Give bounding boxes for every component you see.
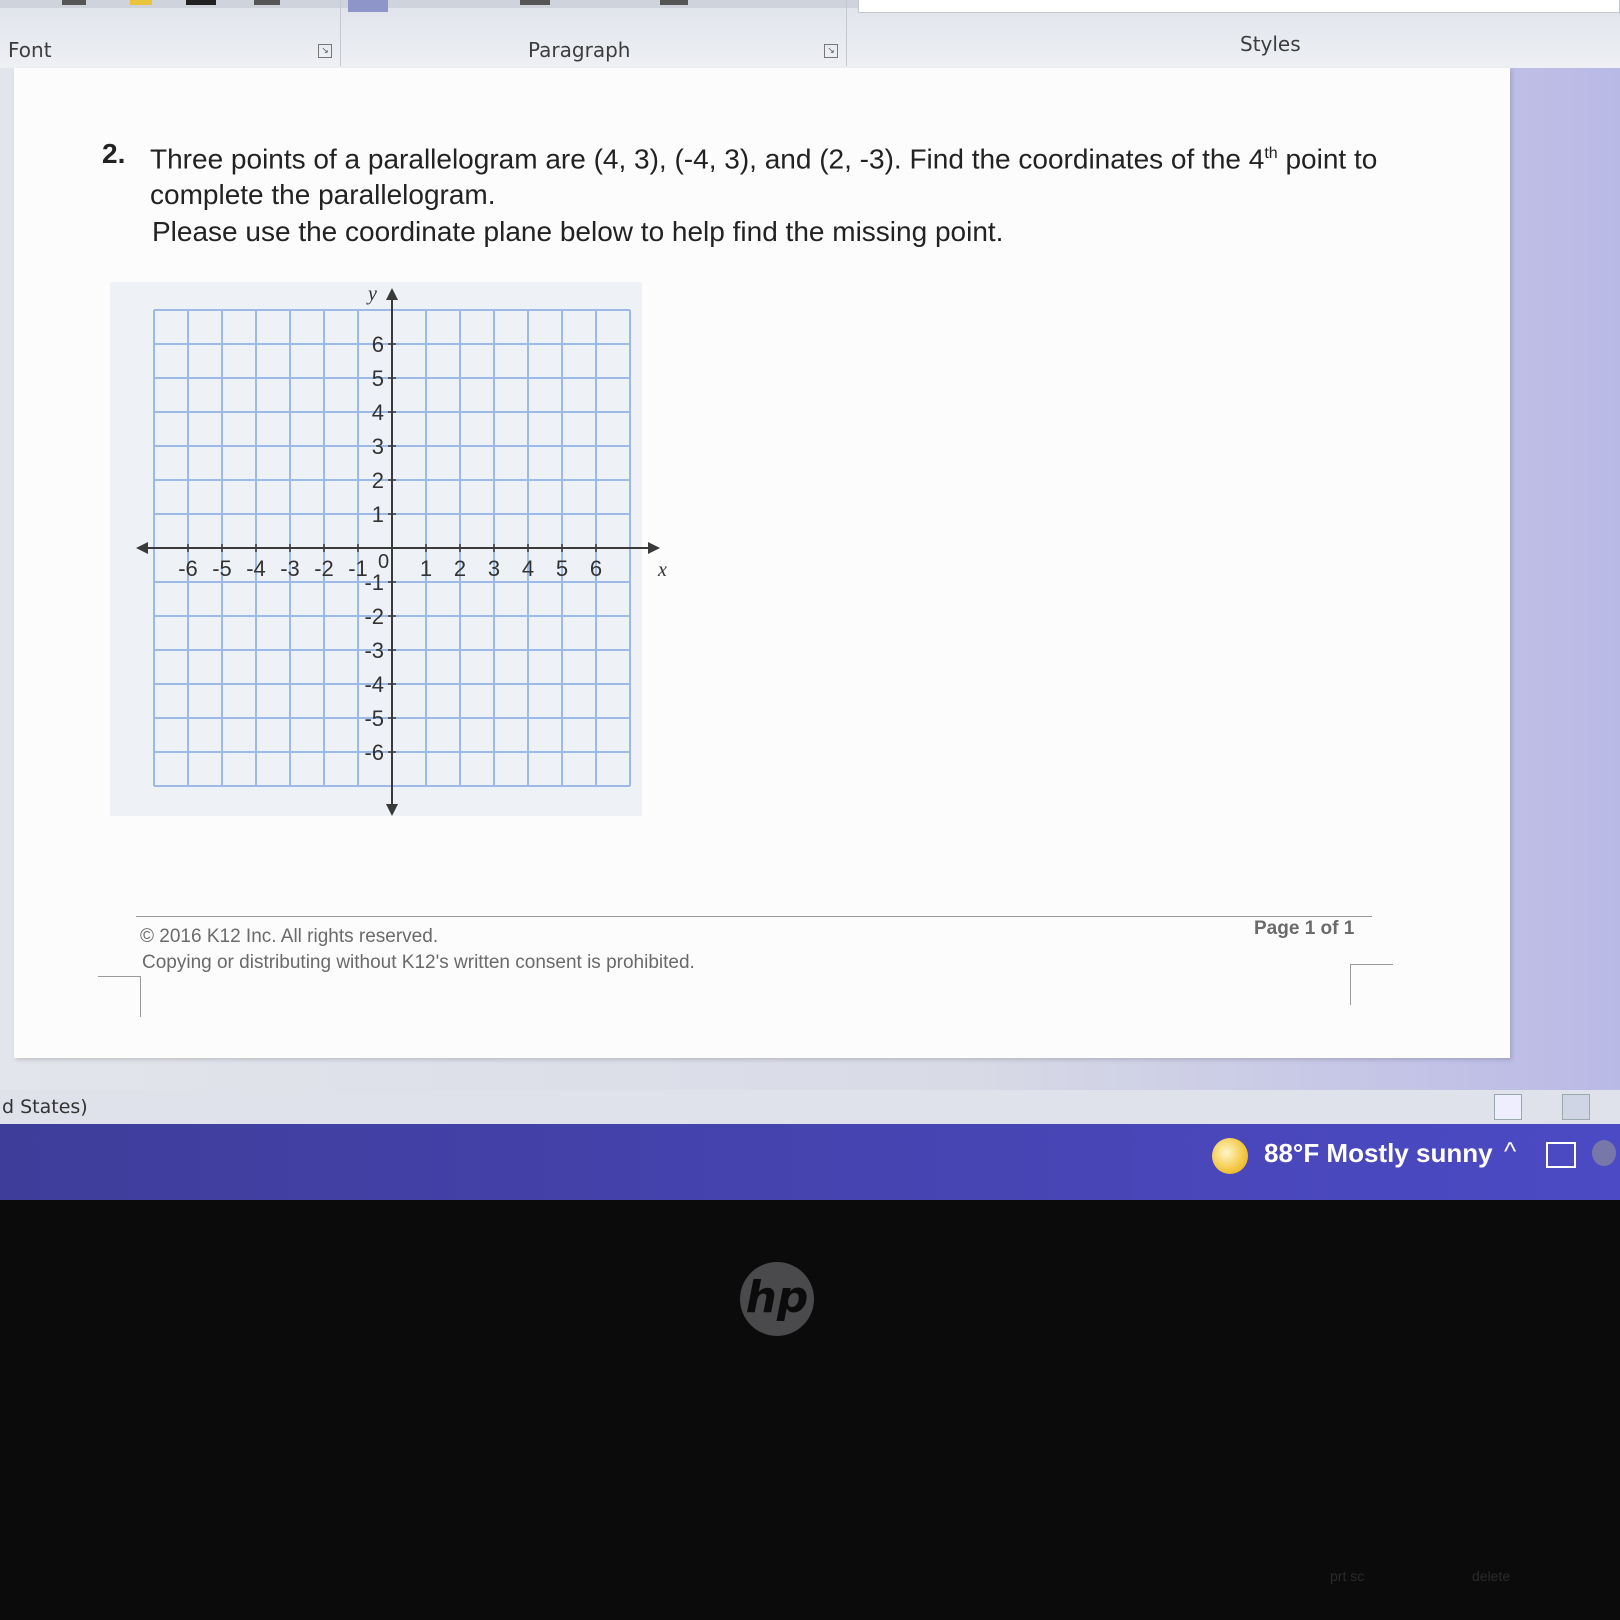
tray-app-icon[interactable] [1546, 1142, 1576, 1168]
document-page[interactable] [14, 68, 1510, 1058]
y-tick-label: 2 [371, 468, 384, 493]
x-axis-arrow-right [648, 542, 660, 554]
font-color-button[interactable] [186, 0, 216, 5]
hp-logo: hp [740, 1262, 814, 1336]
x-axis-arrow-left [136, 542, 148, 554]
x-tick-label: -1 [348, 556, 368, 581]
print-layout-icon[interactable] [1562, 1094, 1590, 1120]
y-tick-label: -2 [364, 604, 384, 629]
y-tick-label: -3 [364, 638, 384, 663]
ribbon [0, 0, 1620, 69]
ribbon-separator [340, 0, 341, 66]
y-tick-label: -4 [364, 672, 384, 697]
y-axis-label: y [368, 283, 377, 305]
x-tick-label: -4 [246, 556, 266, 581]
question-text-tail: point to complete the parallelogram. [150, 143, 1378, 211]
ribbon-separator [846, 0, 847, 66]
y-tick-label: -5 [364, 706, 384, 731]
y-tick-label: 3 [371, 434, 384, 459]
footer-notice: Copying or distributing without K12's written consent is prohibited. [142, 952, 695, 973]
y-tick-label: -6 [364, 740, 384, 765]
question-text [150, 136, 1390, 213]
chevron-up-icon[interactable]: ^ [1504, 1136, 1517, 1166]
status-bar [0, 1090, 1620, 1124]
y-tick-label: -1 [364, 570, 384, 595]
font-dialog-launcher-icon[interactable]: ↘ [318, 44, 332, 58]
paragraph-group-label: Paragraph [528, 38, 631, 62]
taskbar [0, 1124, 1620, 1200]
highlight-color-button[interactable] [130, 0, 152, 5]
y-tick-label: 1 [371, 502, 384, 527]
coordinate-plane-image [110, 282, 667, 816]
x-tick-label: 2 [453, 556, 467, 581]
key-prt-sc: prt sc [1330, 1568, 1365, 1584]
crop-mark-left [98, 976, 141, 1017]
language-status[interactable]: d States) [2, 1096, 88, 1118]
paragraph-dialog-launcher-icon[interactable]: ↘ [824, 44, 838, 58]
x-tick-label: -6 [178, 556, 198, 581]
coordinate-plane [110, 282, 667, 816]
page-indicator: Page 1 of 1 [1254, 918, 1355, 939]
x-tick-label: 1 [419, 556, 433, 581]
x-axis-label: x [658, 559, 667, 581]
y-tick-label: 6 [371, 332, 384, 357]
footer-copyright: © 2016 K12 Inc. All rights reserved. [140, 926, 439, 947]
shading-button[interactable] [348, 0, 388, 12]
sort-button[interactable] [660, 0, 688, 5]
crop-mark-right [1350, 964, 1393, 1005]
x-tick-label: -3 [280, 556, 300, 581]
weather-text[interactable]: 88°F Mostly sunny [1264, 1138, 1493, 1168]
y-axis-arrow-down [386, 804, 398, 816]
origin-label: 0 [378, 551, 390, 573]
font-group-label: Font [8, 38, 52, 62]
styles-gallery[interactable] [858, 0, 1620, 13]
x-tick-label: 6 [589, 556, 603, 581]
bold-button[interactable] [62, 0, 86, 5]
y-axis-arrow-up [386, 288, 398, 300]
x-tick-label: 3 [487, 556, 501, 581]
document-area [0, 68, 1620, 1090]
x-tick-label: 4 [521, 556, 535, 581]
y-tick-label: 5 [371, 366, 384, 391]
tray-app-icon-2[interactable] [1592, 1140, 1616, 1166]
key-delete: delete [1472, 1568, 1511, 1584]
instruction-text: Please use the coordinate plane below to help find the missing point. [152, 216, 1004, 247]
weather-icon[interactable] [1212, 1138, 1248, 1174]
align-button[interactable] [254, 0, 280, 5]
laptop-bezel [0, 1200, 1620, 1620]
borders-button[interactable] [520, 0, 550, 5]
styles-group-label: Styles [1240, 32, 1301, 56]
x-tick-label: -2 [314, 556, 334, 581]
x-tick-label: 5 [555, 556, 569, 581]
question-number: 2. [102, 138, 126, 169]
y-tick-label: 4 [371, 400, 384, 425]
question-superscript: th [1264, 145, 1278, 162]
x-tick-label: -5 [212, 556, 232, 581]
footer-rule [136, 916, 1372, 917]
read-mode-icon[interactable] [1494, 1094, 1522, 1120]
question-text-main: Three points of a parallelogram are (4, 3), (-4, 3), and (2, -3). Find the coordinates of the 4 [150, 143, 1265, 175]
